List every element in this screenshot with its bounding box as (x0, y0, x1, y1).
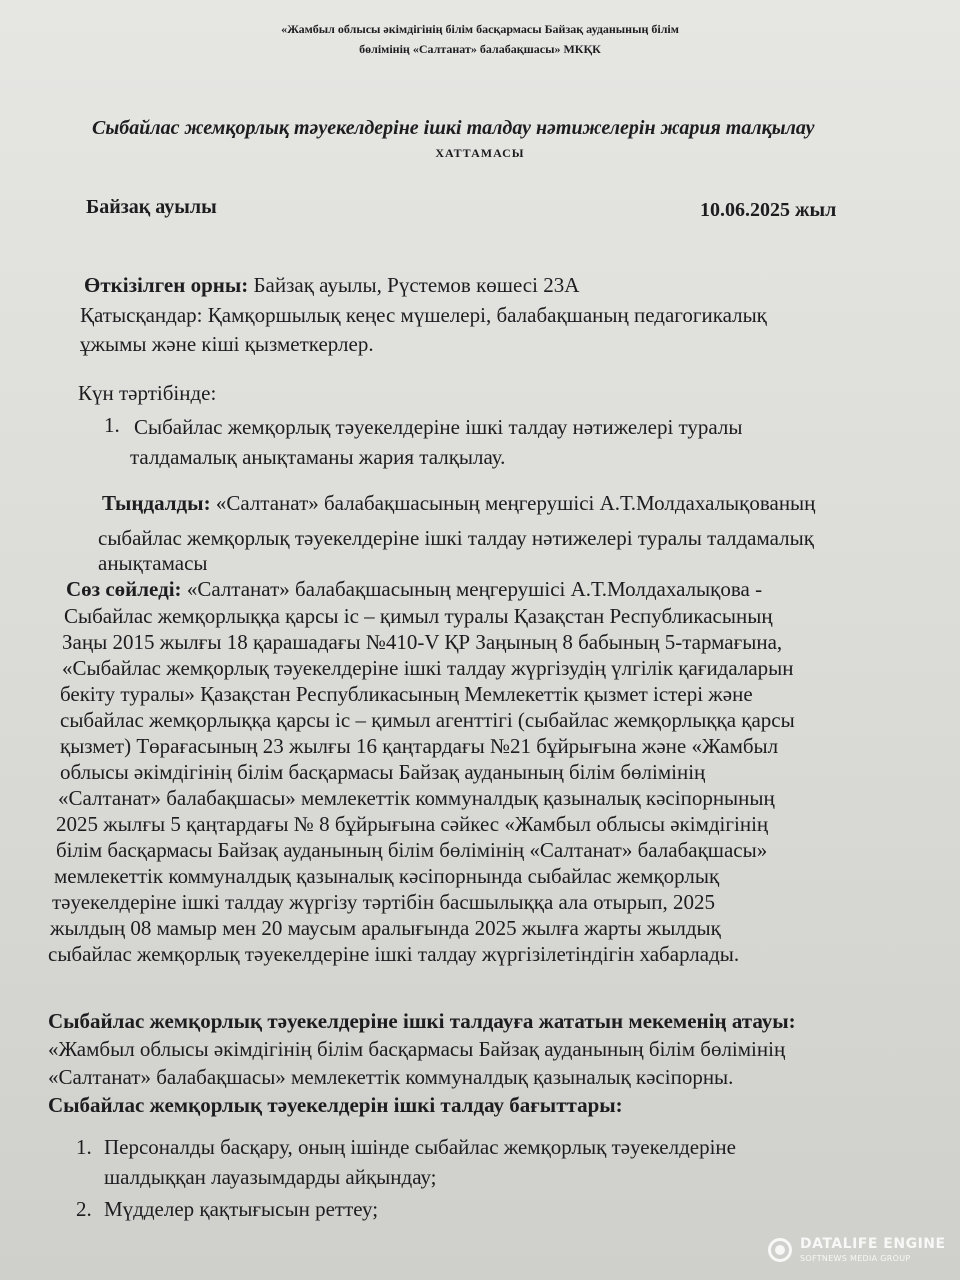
place-label: Байзақ ауылы (86, 196, 217, 218)
listened-label: Тыңдалды: (102, 491, 211, 515)
listened-line3: анықтамасы (98, 551, 208, 575)
institution-line1: «Жамбыл облысы әкімдігінің білім басқармасы Байзақ ауданының білім бөлімінің (48, 1037, 786, 1061)
listened-line1 (102, 490, 815, 516)
spoke-body-line: «Сыбайлас жемқорлық тәуекелдеріне ішкі талдау жүргізудің үлгілік қағидаларын (62, 656, 794, 680)
agenda-title: Күн тәртібінде: (78, 381, 217, 405)
spoke-body-line: сыбайлас жемқорлыққа қарсы іс – қимыл агенттігі (сыбайлас жемқорлыққа қарсы (60, 708, 795, 732)
watermark-subtitle: SOFTNEWS MEDIA GROUP (800, 1254, 911, 1263)
agenda-item1-line1: Сыбайлас жемқорлық тәуекелдеріне ішкі талдау нәтижелері туралы (134, 415, 743, 439)
spoke-body-line: тәуекелдеріне ішкі талдау жүргізу тәртібін басшылыққа ала отырып, 2025 (52, 890, 715, 914)
venue-value: Байзақ ауылы, Рүстемов көшесі 23А (248, 273, 580, 297)
direction-item1-number: 1. (76, 1135, 92, 1159)
date-label: 10.06.2025 жыл (700, 199, 837, 221)
agenda-item1-number: 1. (104, 413, 120, 437)
spoke-body-line: Сыбайлас жемқорлыққа қарсы іс – қимыл туралы Қазақстан Республикасының (64, 604, 773, 628)
direction-item2-number: 2. (76, 1197, 92, 1221)
spoke-text1: «Салтанат» балабақшасының меңгерушісі А.Т.Молдахалықова - (181, 577, 763, 601)
directions-heading: Сыбайлас жемқорлық тәуекелдерін ішкі талдау бағыттары: (48, 1093, 623, 1117)
spoke-body-line: Заңы 2015 жылғы 18 қарашадағы №410-V ҚР Заңының 8 бабының 5-тармағына, (62, 630, 783, 654)
watermark (768, 1236, 948, 1272)
org-name-line1: «Жамбыл облысы әкімдігінің білім басқармасы Байзақ ауданының білім (281, 22, 679, 36)
spoke-body-line: жылдың 08 мамыр мен 20 маусым аралығында 2025 жылға жарты жылдық (50, 916, 721, 940)
listened-text1: «Салтанат» балабақшасының меңгерушісі А.Т.Молдахалықованың (210, 491, 816, 515)
document-title-line2: ХАТТАМАСЫ (435, 146, 525, 160)
org-name-line2: бөлімінің «Салтанат» балабақшасы» МКҚК (359, 42, 601, 56)
venue-line (84, 272, 579, 298)
listened-line2: сыбайлас жемқорлық тәуекелдеріне ішкі талдау нәтижелері туралы талдамалық (98, 526, 814, 550)
institution-line2: «Салтанат» балабақшасы» мемлекеттік коммуналдық қазыналық кәсіпорны. (48, 1065, 734, 1089)
spoke-body-line: 2025 жылғы 5 қаңтардағы № 8 бұйрығына сәйкес «Жамбыл облысы әкімдігінің (56, 812, 769, 836)
institution-heading: Сыбайлас жемқорлық тәуекелдеріне ішкі талдауға жататын мекеменің атауы: (48, 1009, 796, 1033)
document-title-line1: Сыбайлас жемқорлық тәуекелдеріне ішкі талдау нәтижелерін жария талқылау (92, 117, 815, 139)
dle-logo-icon (768, 1238, 792, 1262)
direction-item1-line1: Персоналды басқару, оның ішінде сыбайлас жемқорлық тәуекелдеріне (104, 1135, 736, 1159)
spoke-body-line: облысы әкімдігінің білім басқармасы Байзақ ауданының білім бөлімінің (60, 760, 706, 784)
participants-line1: Қатысқандар: Қамқоршылық кеңес мүшелері, балабақшаның педагогикалық (80, 303, 767, 327)
spoke-label: Сөз сөйледі: (66, 577, 182, 601)
direction-item1-line2: шалдыққан лауазымдарды айқындау; (104, 1165, 437, 1189)
spoke-body-line: «Салтанат» балабақшасы» мемлекеттік коммуналдық қазыналық кәсіпорнының (58, 786, 775, 810)
venue-label: Өткізілген орны: (84, 273, 249, 297)
spoke-body-line: мемлекеттік коммуналдық қазыналық кәсіпорнында сыбайлас жемқорлық (54, 864, 720, 888)
spoke-body-line: білім басқармасы Байзақ ауданының білім бөлімінің «Салтанат» балабақшасы» (56, 838, 768, 862)
spoke-body-line: қызмет) Төрағасының 23 жылғы 16 қаңтардағы №21 бұйрығына және «Жамбыл (60, 734, 779, 758)
direction-item2-line1: Мүдделер қақтығысын реттеу; (104, 1197, 379, 1221)
spoke-body-line: сыбайлас жемқорлық тәуекелдеріне ішкі талдау жүргізілетіндігін хабарлады. (48, 942, 740, 966)
agenda-item1-line2: талдамалық анықтаманы жария талқылау. (130, 445, 506, 469)
watermark-title: DATALIFE ENGINE (800, 1236, 946, 1252)
participants-line2: ұжымы және кіші қызметкерлер. (80, 332, 374, 356)
spoke-line1 (66, 576, 762, 602)
spoke-body-line: бекіту туралы» Қазақстан Республикасының Мемлекеттік қызмет істері және (60, 682, 753, 706)
